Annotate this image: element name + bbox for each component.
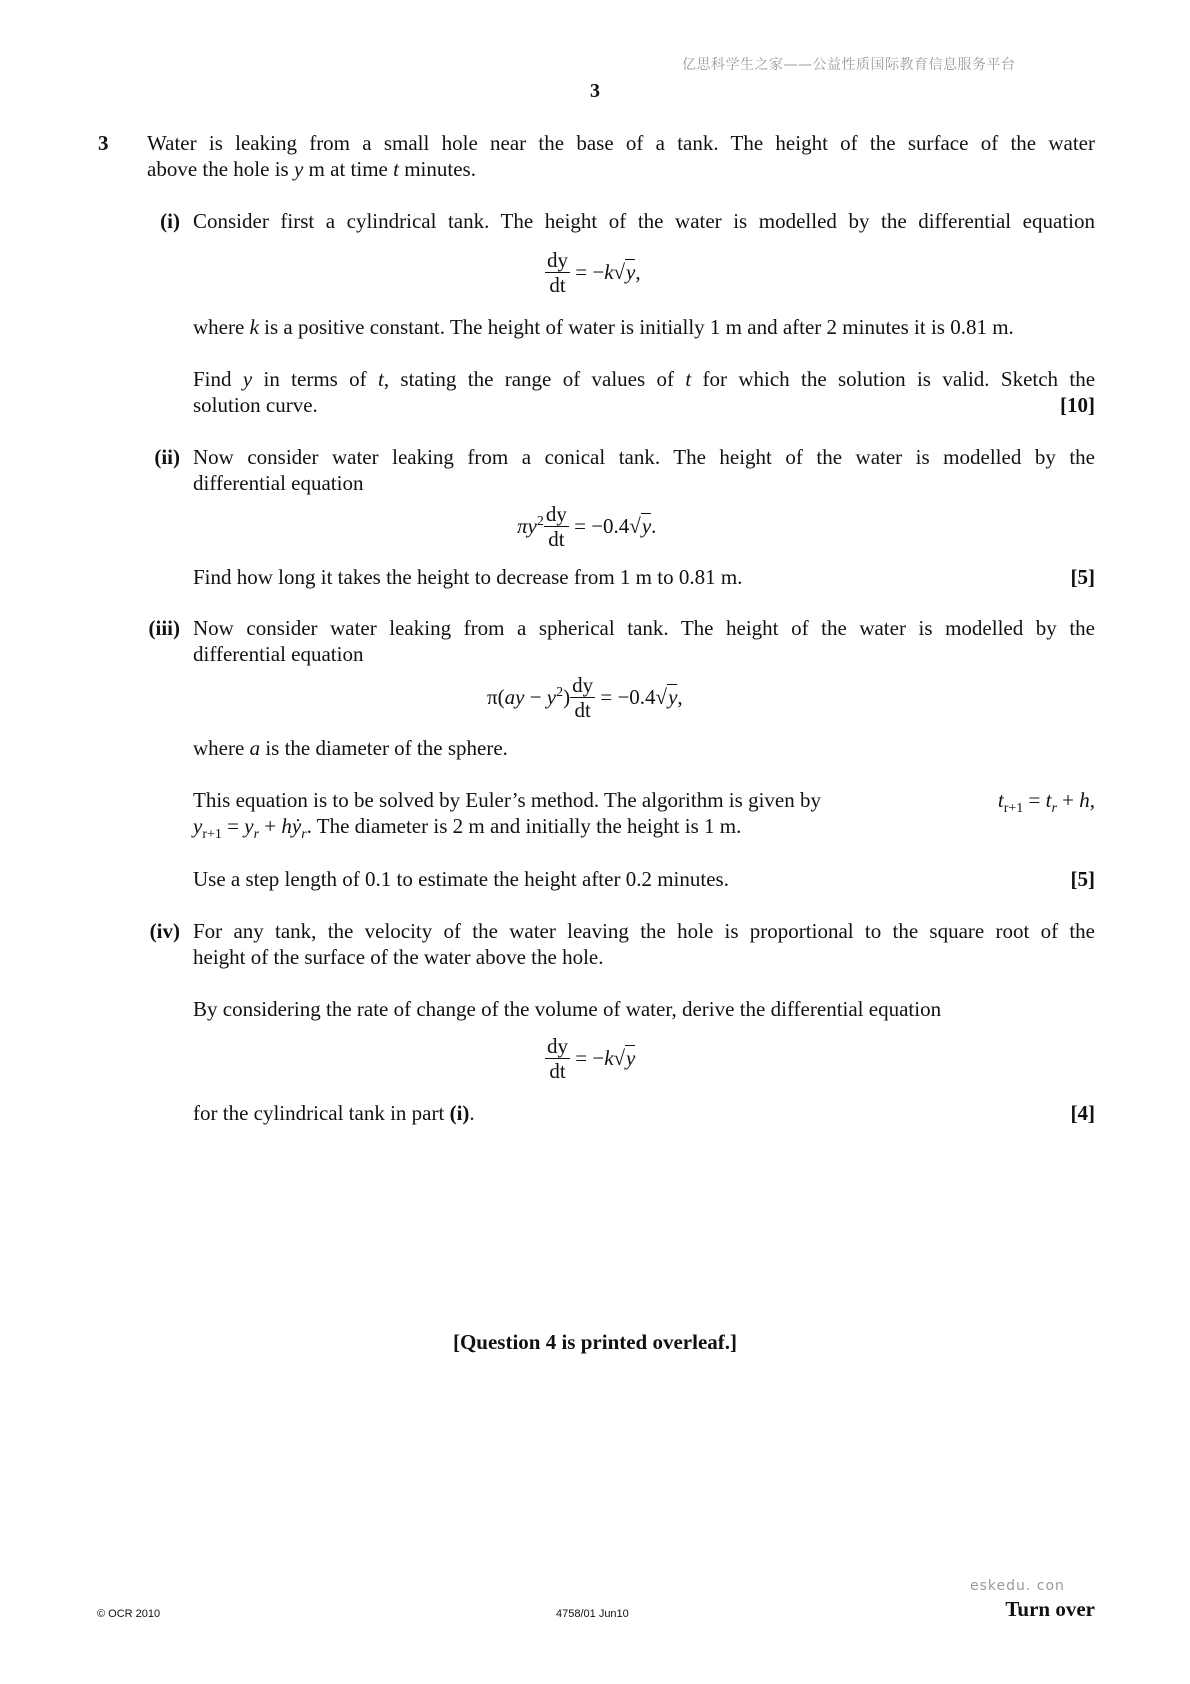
question-intro-line1: Water is leaking from a small hole near the base of a tank. The height of the surface of the water (147, 131, 1095, 155)
part-iv-line1: For any tank, the velocity of the water leaving the hole is proportional to the square root of the (193, 919, 1095, 943)
part-iv-line2: height of the surface of the water above the hole. (193, 945, 604, 969)
part-ii-marks: [5] (1070, 565, 1095, 589)
part-i-label: (i) (160, 209, 180, 233)
turn-over-label: Turn over (1005, 1597, 1095, 1621)
part-i-line3: Find y in terms of t, stating the range of values of t for which the solution is valid. Sketch the (193, 367, 1096, 391)
part-i-line2: where k is a positive constant. The height of water is initially 1 m and after 2 minutes it is 0.81 m. (193, 315, 1014, 339)
watermark-header: 亿思科学生之家——公益性质国际教育信息服务平台 (682, 57, 1016, 73)
part-ii-label: (ii) (154, 445, 180, 469)
part-ii-line2: differential equation (193, 471, 364, 495)
part-iii-equation: $\pi(ay - y^2)$ $\frac{dy}{dt}$ = −0.4√y, (487, 673, 683, 722)
part-iii-line1: Now consider water leaking from a spherical tank. The height of the water is modelled by the (193, 616, 1095, 640)
part-iii-line3: where a is the diameter of the sphere. (193, 736, 508, 760)
question-intro-line2: above the hole is y m at time t minutes. (147, 157, 476, 181)
part-iii-line5: $y_{r+1} = y_r$ + hẏ$_r$. The diameter is 2 m and initially the height is 1 m. (193, 814, 742, 843)
part-ii-line1: Now consider water leaking from a conical tank. The height of the water is modelled by the (193, 445, 1095, 469)
part-ii-equation: $\pi y^2$ $\frac{dy}{dt}$ = −0.4√y. (517, 502, 657, 551)
page-number: 3 (590, 80, 600, 102)
part-i-equation: $\frac{dy}{dt}$ = −k√y, (547, 248, 641, 297)
part-iv-marks: [4] (1070, 1101, 1095, 1125)
part-iv-line3: By considering the rate of change of the volume of water, derive the differential equation (193, 997, 942, 1021)
part-i-line1: Consider first a cylindrical tank. The height of the water is modelled by the differential equation (193, 209, 1095, 233)
copyright: © OCR 2010 (97, 1608, 161, 1620)
part-iii-line4: This equation is to be solved by Euler’s method. The algorithm is given by $t_{r+1} = t_r + h$, (193, 788, 1095, 817)
part-iii-line6: Use a step length of 0.1 to estimate the height after 0.2 minutes. (193, 867, 729, 891)
question-number: 3 (98, 131, 109, 155)
part-iii-label: (iii) (148, 616, 180, 640)
part-iv-equation: $\frac{dy}{dt}$ = −k√y (547, 1034, 636, 1083)
part-iii-marks: [5] (1070, 867, 1095, 891)
overleaf-note: [Question 4 is printed overleaf.] (452, 1330, 738, 1354)
part-iv-label: (iv) (149, 919, 180, 943)
part-ii-line3: Find how long it takes the height to decrease from 1 m to 0.81 m. (193, 565, 743, 589)
watermark-footer: eskedu. con (970, 1578, 1065, 1594)
part-i-line4: solution curve. (193, 393, 318, 417)
part-iii-line2: differential equation (193, 642, 364, 666)
paper-code: 4758/01 Jun10 (556, 1608, 629, 1620)
part-i-marks: [10] (1060, 393, 1095, 417)
part-iv-line4: for the cylindrical tank in part (i). (193, 1101, 475, 1125)
